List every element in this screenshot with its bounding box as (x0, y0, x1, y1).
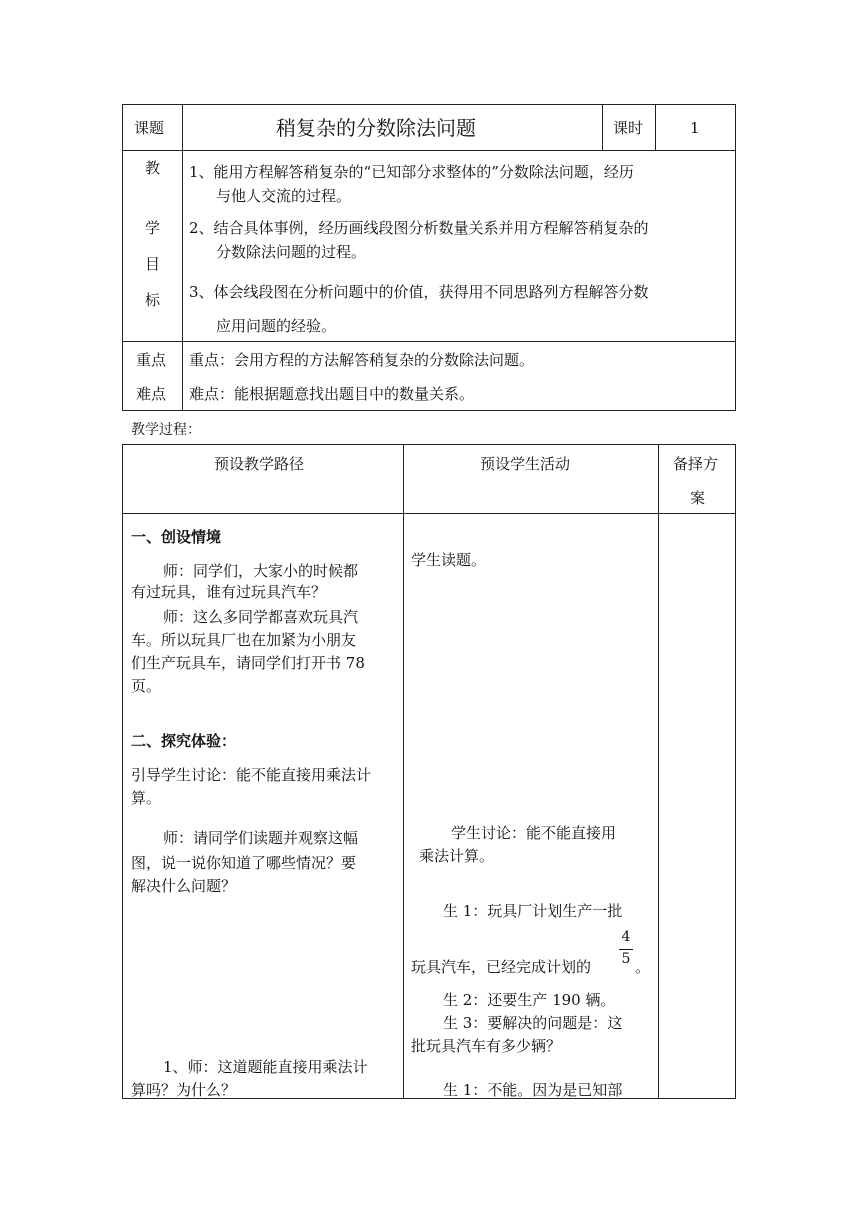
student-activity-3-period: 。 (635, 958, 651, 976)
objective-1-line-1: 1、能用方程解答稍复杂的“已知部分求整体的”分数除法问题，经历 (189, 163, 634, 181)
objectives-label-char-3: 目 (145, 255, 161, 273)
col-alternative-line-2: 案 (690, 489, 706, 507)
difficulty-label: 难点 (136, 385, 167, 403)
table1-col-divider-hours-value (655, 104, 656, 151)
teacher-para-3-line-2: 算。 (131, 789, 162, 807)
student-activity-3-line-2: 玩具汽车，已经完成计划的 (411, 958, 592, 976)
hours-value: 1 (690, 119, 700, 137)
hours-label: 课时 (613, 119, 644, 137)
teacher-para-2-line-3: 们生产玩具车，请同学们打开书 78 (131, 654, 365, 672)
fraction-bar (619, 949, 633, 950)
student-activity-3-line-1: 生 1：玩具厂计划生产一批 (443, 902, 623, 920)
student-activity-6: 生 1：不能。因为是已知部 (443, 1081, 623, 1099)
teacher-para-2-line-1: 师：这么多同学都喜欢玩具汽 (163, 608, 359, 626)
key-points-label: 重点 (136, 351, 167, 369)
table1-border-top (122, 104, 736, 105)
objective-2-line-1: 2、结合具体事例，经历画线段图分析数量关系并用方程解答稍复杂的 (189, 219, 649, 237)
student-activity-5-line-1: 生 3：要解决的问题是：这 (443, 1014, 623, 1032)
objective-1-line-2: 与他人交流的过程。 (216, 187, 352, 205)
table2-col-divider-1 (403, 444, 404, 1099)
col-teaching-path: 预设教学路径 (214, 455, 305, 473)
teacher-para-2-line-2: 车。所以玩具厂也在加紧为小朋友 (131, 631, 357, 649)
col-student-activity: 预设学生活动 (480, 455, 571, 473)
col-alternative-line-1: 备择方 (673, 455, 719, 473)
table1-border-bottom (122, 410, 736, 411)
table1-row-divider-1 (122, 150, 736, 151)
table1-col-divider (182, 104, 183, 411)
teacher-para-4-line-1: 师：请同学们读题并观察这幅 (163, 829, 359, 847)
teacher-para-3-line-1: 引导学生讨论：能不能直接用乘法计 (131, 766, 372, 784)
objectives-label-char-4: 标 (145, 291, 161, 309)
teacher-para-1-line-1: 师：同学们，大家小的时候都 (163, 562, 359, 580)
student-activity-4: 生 2：还要生产 190 辆。 (443, 991, 616, 1009)
table1-border-left (122, 104, 123, 411)
lesson-title: 稍复杂的分数除法问题 (276, 116, 476, 140)
process-label: 教学过程： (131, 422, 201, 438)
objectives-label-char-1: 教 (145, 159, 161, 177)
table2-header-divider (122, 513, 736, 514)
objective-3-line-2: 应用问题的经验。 (216, 317, 337, 335)
key-point-text: 重点：会用方程的方法解答稍复杂的分数除法问题。 (189, 351, 535, 369)
table2-border-top (122, 444, 736, 445)
teacher-para-1-line-2: 有过玩具，谁有过玩具汽车？ (131, 583, 327, 601)
subject-label: 课题 (134, 119, 165, 137)
table1-border-right (735, 104, 736, 411)
section-1-heading: 一、创设情境 (131, 528, 222, 546)
fraction-four-fifths (619, 929, 633, 973)
table2-border-right (735, 444, 736, 1099)
student-activity-2-line-2: 乘法计算。 (419, 847, 495, 865)
fraction-denominator: 5 (621, 951, 631, 967)
student-activity-1: 学生读题。 (411, 551, 487, 569)
fraction-numerator: 4 (621, 929, 631, 945)
teacher-para-4-line-3: 解决什么问题？ (131, 877, 237, 895)
table1-col-divider-hours-label (602, 104, 603, 151)
teacher-para-4-line-2: 图，说一说你知道了哪些情况？要 (131, 854, 357, 872)
student-activity-5-line-2: 批玩具汽车有多少辆？ (411, 1037, 562, 1055)
teacher-para-5-line-2: 算吗？为什么？ (131, 1081, 237, 1099)
student-activity-2-line-1: 学生讨论：能不能直接用 (451, 824, 617, 842)
objectives-label-char-2: 学 (145, 219, 161, 237)
objective-2-line-2: 分数除法问题的过程。 (216, 243, 367, 261)
teacher-para-2-line-4: 页。 (131, 677, 162, 695)
table2-border-left (122, 444, 123, 1099)
difficulty-text: 难点：能根据题意找出题目中的数量关系。 (189, 385, 475, 403)
table1-row-divider-2 (122, 341, 736, 342)
teacher-para-5-line-1: 1、师：这道题能直接用乘法计 (163, 1058, 368, 1076)
objective-3-line-1: 3、体会线段图在分析问题中的价值，获得用不同思路列方程解答分数 (189, 283, 649, 301)
section-2-heading: 二、探究体验： (131, 732, 237, 750)
table2-col-divider-2 (658, 444, 659, 1099)
